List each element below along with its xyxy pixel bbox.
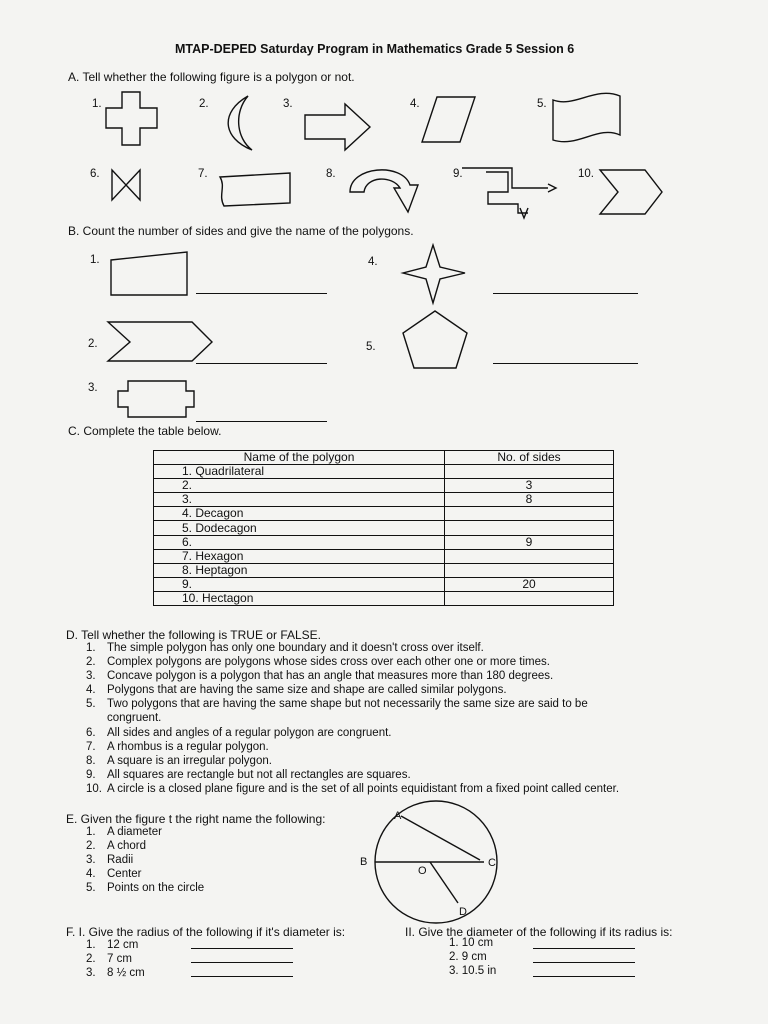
- list-item: 2. 9 cm: [449, 951, 487, 963]
- point-c-label: C: [488, 857, 496, 869]
- list-item: 3. 10.5 in: [449, 965, 497, 977]
- b-number-1: 1.: [90, 254, 100, 266]
- section-f-heading-radius: F. I. Give the radius of the following if it's diameter is:: [66, 925, 346, 939]
- table-cell-name: 10. Hectagon: [154, 591, 445, 605]
- list-item: 6. All sides and angles of a regular polygon are congruent.: [86, 727, 392, 739]
- table-cell-sides: 3: [445, 479, 614, 493]
- section-e-heading: E. Given the figure t the right name the following:: [66, 812, 326, 826]
- table-cell-name: 4. Decagon: [154, 507, 445, 521]
- table-cell-name: 7. Hexagon: [154, 549, 445, 563]
- list-item: 1. 12 cm: [86, 939, 139, 951]
- b-number-3: 3.: [88, 382, 98, 394]
- f2-answer-line-3[interactable]: [533, 976, 635, 977]
- list-item: 1. A diameter: [86, 826, 162, 838]
- list-item: 2. Complex polygons are polygons whose sides cross over each other one or more times.: [86, 656, 550, 668]
- list-item: 1. The simple polygon has only one boundary and it doesn't cross over itself.: [86, 642, 484, 654]
- a-number-3: 3.: [283, 98, 293, 110]
- b-number-4: 4.: [368, 256, 378, 268]
- a-number-9: 9.: [453, 168, 463, 180]
- list-item: 3. 8 ½ cm: [86, 967, 145, 979]
- a-number-1: 1.: [92, 98, 102, 110]
- point-b-label: B: [360, 856, 368, 868]
- list-item: 9. All squares are rectangle but not all rectangles are squares.: [86, 769, 411, 781]
- list-item: 3. Concave polygon is a polygon that has an angle that measures more than 180 degrees.: [86, 670, 554, 682]
- list-item: 3. Radii: [86, 854, 134, 866]
- section-a-heading: A. Tell whether the following figure is a polygon or not.: [68, 70, 355, 84]
- f2-answer-line-1[interactable]: [533, 948, 635, 949]
- a-number-8: 8.: [326, 168, 336, 180]
- b-number-2: 2.: [88, 338, 98, 350]
- b-number-5: 5.: [366, 341, 376, 353]
- table-cell-sides: 20: [445, 577, 614, 591]
- list-item: 5. Points on the circle: [86, 882, 205, 894]
- table-cell-sides: 8: [445, 493, 614, 507]
- a-number-4: 4.: [410, 98, 420, 110]
- point-d-label: D: [459, 906, 467, 918]
- page-title: MTAP-DEPED Saturday Program in Mathematics Grade 5 Session 6: [175, 42, 575, 56]
- table-cell-name[interactable]: 2.: [154, 479, 445, 493]
- center-o-label: O: [418, 865, 427, 877]
- section-d-heading: D. Tell whether the following is TRUE or FALSE.: [66, 628, 321, 642]
- list-item: 4. Polygons that are having the same size and shape are called similar polygons.: [86, 684, 507, 696]
- table-cell-name: 5. Dodecagon: [154, 521, 445, 535]
- section-f-heading-diameter: II. Give the diameter of the following if its radius is:: [405, 925, 673, 939]
- f2-answer-line-2[interactable]: [533, 962, 635, 963]
- table-header-name: Name of the polygon: [154, 451, 445, 465]
- table-cell-name[interactable]: 6.: [154, 535, 445, 549]
- a-number-5: 5.: [537, 98, 547, 110]
- a-number-7: 7.: [198, 168, 208, 180]
- f1-answer-line-2[interactable]: [191, 962, 293, 963]
- list-item: 10. A circle is a closed plane figure and is the set of all points equidistant from a fixed point called center.: [86, 783, 620, 795]
- radius-od: [430, 862, 458, 903]
- list-item: 2. 7 cm: [86, 953, 132, 965]
- table-cell-sides: 9: [445, 535, 614, 549]
- table-cell-name: 1. Quadrilateral: [154, 465, 445, 479]
- a-number-2: 2.: [199, 98, 209, 110]
- a-number-10: 10.: [578, 168, 594, 180]
- list-item: 8. A square is an irregular polygon.: [86, 755, 272, 767]
- a-number-6: 6.: [90, 168, 100, 180]
- section-c-heading: C. Complete the table below.: [68, 424, 222, 438]
- list-item: 1. 10 cm: [449, 937, 494, 949]
- table-cell-name: 8. Heptagon: [154, 563, 445, 577]
- list-item: 2. A chord: [86, 840, 146, 852]
- f1-answer-line-3[interactable]: [191, 976, 293, 977]
- point-a-label: A: [394, 810, 402, 822]
- table-cell-name[interactable]: 3.: [154, 493, 445, 507]
- chord-ac: [401, 816, 480, 860]
- list-item: 4. Center: [86, 868, 142, 880]
- section-b-heading: B. Count the number of sides and give the name of the polygons.: [68, 224, 414, 238]
- table-header-sides: No. of sides: [445, 451, 614, 465]
- list-item: 5. Two polygons that are having the same shape but not necessarily the same size are said to be: [86, 698, 588, 710]
- table-cell-name[interactable]: 9.: [154, 577, 445, 591]
- f1-answer-line-1[interactable]: [191, 948, 293, 949]
- list-item: 7. A rhombus is a regular polygon.: [86, 741, 269, 753]
- list-item: congruent.: [107, 712, 162, 724]
